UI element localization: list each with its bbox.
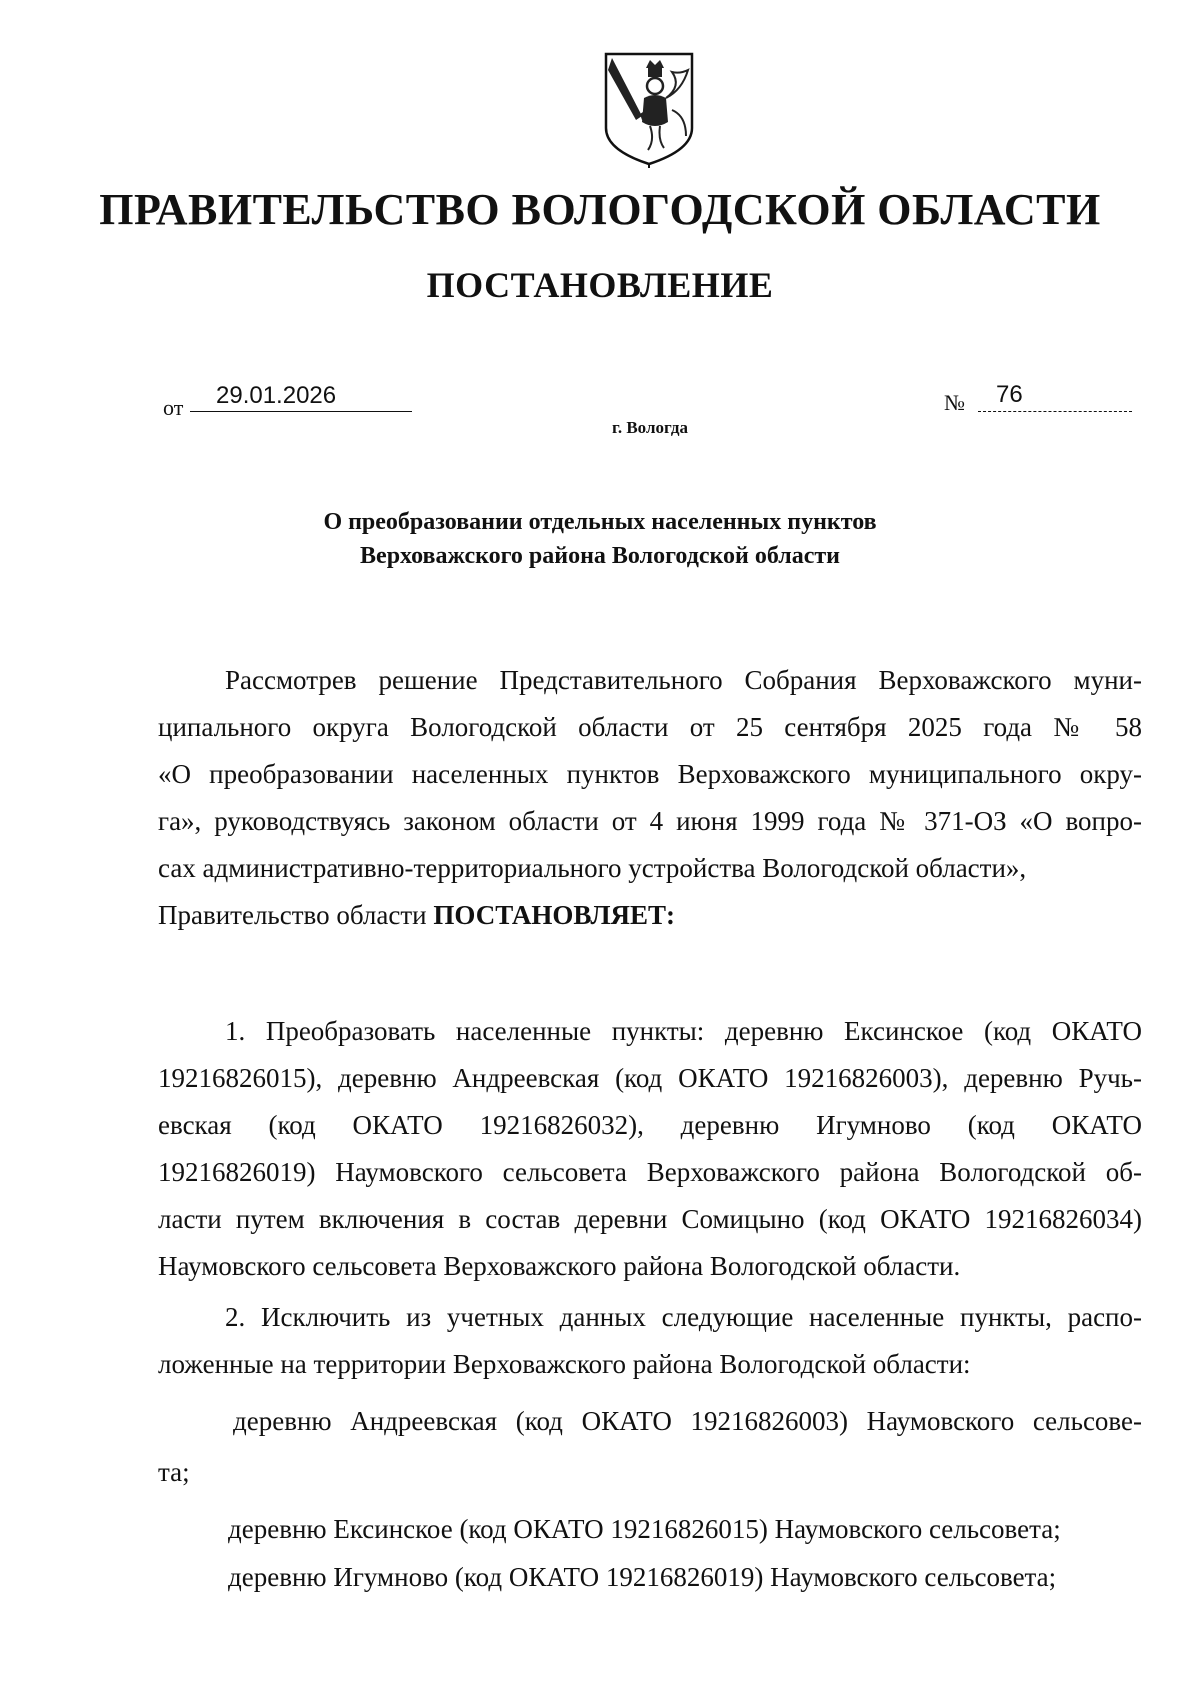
date-prefix: от [163, 395, 184, 420]
subject-line-2: Верховажского района Вологодской области [360, 543, 840, 569]
preamble-line-6 [158, 890, 675, 940]
resolves-keyword: ПОСТАНОВЛЯЕТ: [433, 900, 675, 930]
preamble-line-4: га», руководствуясь законом области от 4 июня 1999 года № 371-ОЗ «О вопро- [158, 806, 1142, 836]
preamble-line-5: сах административно-территориального устройства Вологодской области», [158, 853, 1027, 883]
preamble-line-1: Рассмотрев решение Представительного Собрания Верховажского муни- [225, 665, 1142, 695]
list-item: деревню Ексинское (код ОКАТО 19216826015) Наумовского сельсовета; [228, 1514, 1061, 1544]
vologda-oblast-coat-of-arms-icon [602, 50, 696, 168]
list-item: деревню Игумново (код ОКАТО 19216826019) Наумовского сельсовета; [228, 1562, 1057, 1592]
list-item: деревню Андреевская (код ОКАТО 19216826003) Наумовского сельсове- [233, 1406, 1142, 1436]
item2-line-1: 2. Исключить из учетных данных следующие населенные пункты, распо- [225, 1302, 1142, 1332]
item1-line-5: ласти путем включения в состав деревни Сомицыно (код ОКАТО 19216826034) [158, 1204, 1142, 1234]
document-type: ПОСТАНОВЛЕНИЕ [426, 265, 774, 305]
preamble-line-3: «О преобразовании населенных пунктов Верховажского муниципального окру- [158, 759, 1142, 789]
item1-line-2: 19216826015), деревню Андреевская (код ОКАТО 19216826003), деревню Ручь- [158, 1063, 1142, 1093]
subject-line-1: О преобразовании отдельных населенных пунктов [323, 509, 877, 535]
government-title: ПРАВИТЕЛЬСТВО ВОЛОГОДСКОЙ ОБЛАСТИ [99, 185, 1101, 234]
item1-line-3: евская (код ОКАТО 19216826032), деревню Игумново (код ОКАТО [158, 1110, 1142, 1140]
item2-line-2: ложенные на территории Верховажского района Вологодской области: [158, 1349, 971, 1379]
list-item-continuation: та; [158, 1457, 190, 1487]
document-date: 29.01.2026 [190, 382, 412, 412]
item1-line-1: 1. Преобразовать населенные пункты: деревню Ексинское (код ОКАТО [225, 1016, 1142, 1046]
item1-line-6: Наумовского сельсовета Верховажского района Вологодской области. [158, 1251, 961, 1281]
item1-line-4: 19216826019) Наумовского сельсовета Верховажского района Вологодской об- [158, 1157, 1142, 1187]
city-label: г. Вологда [612, 418, 688, 437]
number-prefix: № [944, 390, 965, 415]
document-subject [0, 505, 1200, 573]
document-number: 76 [978, 381, 1132, 412]
preamble-prefix: Правительство области [158, 900, 427, 930]
preamble-line-2: ципального округа Вологодской области от 25 сентября 2025 года № 58 [158, 712, 1142, 742]
